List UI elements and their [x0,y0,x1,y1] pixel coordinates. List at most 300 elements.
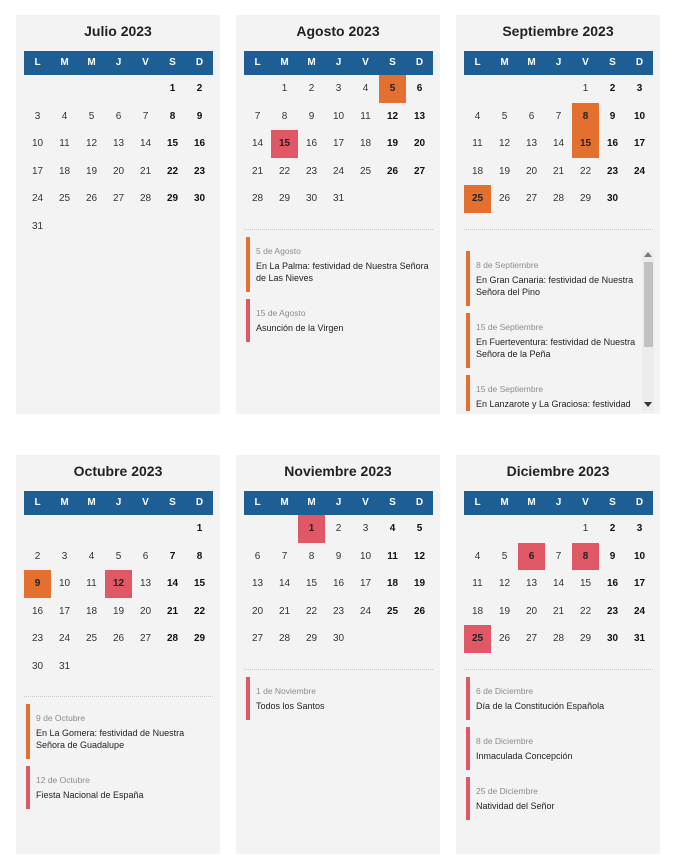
day-cell[interactable]: 9 [24,570,51,598]
weekday-header [24,51,213,75]
day-cell[interactable]: 17 [359,578,372,589]
day-cell[interactable]: 5 [501,110,508,122]
event-date: 12 de Octubre [36,775,90,785]
day-cell[interactable]: 10 [359,550,372,562]
weekday-label: M [60,57,69,68]
event-color-bar [466,677,470,720]
day-cell[interactable]: 11 [360,110,371,122]
day-cell[interactable]: 12 [413,550,426,562]
day-cell[interactable]: 27 [112,193,125,204]
event-item[interactable] [466,375,638,411]
week-row [244,625,433,653]
day-cell[interactable]: 29 [166,193,179,204]
day-cell[interactable]: 7 [555,550,562,562]
day-cell[interactable]: 23 [193,165,206,177]
day-cell[interactable]: 8 [169,110,176,122]
day-cell[interactable]: 11 [86,578,97,589]
day-cell[interactable]: 21 [139,165,152,177]
day-cell[interactable]: 24 [332,165,345,177]
day-cell[interactable]: 28 [552,633,565,644]
day-cell[interactable]: 4 [61,110,68,122]
day-cell[interactable]: 8 [196,550,203,562]
day-cell[interactable]: 16 [606,138,619,149]
day-cell[interactable]: 20 [139,605,152,617]
scroll-up-arrow-icon[interactable] [644,252,652,257]
day-cell[interactable]: 7 [169,550,176,562]
day-cell[interactable]: 30 [305,193,318,204]
week-row [464,130,653,158]
day-cell [78,653,105,681]
day-cell [244,75,271,103]
event-title: Día de la Constitución Española [476,701,605,711]
weekday-label: M [87,57,96,68]
day-cell[interactable]: 14 [166,578,179,589]
day-cell[interactable]: 19 [112,605,125,617]
day-cell[interactable]: 30 [31,660,44,672]
day-grid [24,75,213,240]
day-cell[interactable]: 28 [166,633,179,644]
day-cell[interactable]: 19 [413,578,426,589]
event-title: En Gran Canaria: festividad de Nuestra Señora del Pino [476,275,634,297]
event-title: Fiesta Nacional de España [36,790,144,800]
event-item[interactable] [466,677,651,720]
day-cell[interactable]: 14 [139,138,152,149]
day-cell[interactable]: 8 [308,550,315,562]
day-cell [518,515,545,543]
day-cell [51,75,78,103]
month-panel [236,455,440,854]
day-cell[interactable]: 20 [525,605,538,617]
day-cell[interactable]: 2 [335,523,342,534]
weekday-label: M [60,497,69,508]
day-cell[interactable]: 10 [633,110,646,122]
day-cell[interactable]: 1 [582,523,589,534]
day-cell[interactable]: 1 [298,515,325,543]
day-cell[interactable]: 8 [572,543,599,571]
day-cell[interactable]: 6 [528,110,535,122]
event-item[interactable] [466,313,638,368]
day-cell[interactable]: 12 [498,578,511,589]
events-separator [464,669,653,670]
day-cell[interactable]: 13 [525,578,538,589]
weekday-label: L [34,57,41,68]
day-cell[interactable]: 10 [633,550,646,562]
event-date: 5 de Agosto [256,246,301,256]
week-row [24,213,213,241]
event-title: En Fuerteventura: festividad de Nuestra Señora de la Peña [476,337,636,359]
day-cell[interactable]: 6 [142,550,149,562]
event-item[interactable] [246,237,431,292]
scrollbar-thumb[interactable] [644,262,653,347]
events-separator [244,229,433,230]
day-cell[interactable]: 27 [413,165,426,177]
week-row [24,515,213,543]
events-scroll-area[interactable] [466,251,654,411]
weekday-header [244,51,433,75]
day-cell[interactable]: 30 [193,193,206,204]
day-cell[interactable]: 16 [332,578,345,589]
day-cell[interactable]: 4 [88,550,95,562]
day-cell[interactable]: 13 [139,578,152,589]
day-cell[interactable]: 5 [88,110,95,122]
day-cell[interactable]: 22 [193,605,206,617]
event-item[interactable] [246,299,431,342]
day-cell[interactable]: 5 [501,550,508,562]
day-cell[interactable]: 27 [251,633,264,644]
day-cell[interactable]: 21 [552,165,565,177]
weekday-label: L [34,497,41,508]
day-cell[interactable]: 1 [281,83,288,94]
week-row [244,75,433,103]
events-list [246,237,431,349]
weekday-label: D [635,57,644,68]
week-row [244,598,433,626]
day-grid [244,515,433,653]
event-color-bar [466,727,470,770]
day-cell[interactable]: 27 [139,633,152,644]
day-cell[interactable]: 11 [472,138,483,149]
day-cell[interactable]: 17 [633,138,646,149]
day-cell[interactable]: 7 [254,110,261,122]
scroll-down-arrow-icon[interactable] [644,402,652,407]
day-cell[interactable]: 1 [196,523,203,534]
day-cell[interactable]: 17 [633,578,646,589]
weekday-label: D [635,497,644,508]
month-title: Octubre 2023 [73,463,163,479]
day-cell[interactable]: 25 [464,185,491,213]
week-row [244,185,433,213]
weekday-label: S [389,57,396,68]
event-color-bar [466,313,470,368]
day-cell[interactable]: 23 [305,165,318,177]
weekday-label: J [335,57,342,68]
day-cell[interactable]: 10 [58,578,71,589]
day-cell[interactable]: 19 [85,165,98,177]
day-cell[interactable]: 11 [387,550,398,562]
weekday-label: M [280,57,289,68]
day-cell [78,213,105,241]
month-title: Agosto 2023 [296,23,380,39]
day-cell[interactable]: 16 [606,578,619,589]
weekday-label: S [609,57,616,68]
day-cell[interactable]: 5 [416,523,423,534]
day-cell[interactable]: 21 [251,165,264,177]
day-cell[interactable]: 12 [85,138,98,149]
day-cell[interactable]: 12 [498,138,511,149]
day-cell[interactable]: 4 [474,550,481,562]
day-cell[interactable]: 30 [332,633,345,644]
day-cell[interactable]: 3 [636,523,643,534]
event-item[interactable] [466,777,651,820]
day-cell[interactable]: 26 [386,165,399,177]
day-cell[interactable]: 29 [305,633,318,644]
day-cell[interactable]: 7 [142,110,149,122]
day-cell[interactable]: 20 [413,138,426,149]
day-cell[interactable]: 13 [413,110,426,122]
day-cell[interactable]: 10 [31,138,44,149]
day-cell[interactable]: 17 [58,605,71,617]
day-cell[interactable]: 7 [555,110,562,122]
day-cell[interactable]: 15 [271,130,298,158]
week-row [464,185,653,213]
day-cell[interactable]: 2 [308,83,315,94]
day-cell[interactable]: 6 [254,550,261,562]
day-cell[interactable]: 18 [471,165,484,177]
day-cell[interactable]: 13 [251,578,264,589]
week-row [24,103,213,131]
day-cell[interactable]: 9 [196,110,203,122]
day-cell[interactable]: 19 [498,605,511,617]
day-cell[interactable]: 12 [386,110,399,122]
month-panel [236,15,440,414]
week-row [244,103,433,131]
day-cell[interactable]: 11 [472,578,483,589]
day-cell[interactable]: 25 [359,165,372,177]
day-cell[interactable]: 26 [112,633,125,644]
day-cell[interactable]: 27 [525,193,538,204]
week-row [464,543,653,571]
day-cell[interactable]: 23 [31,633,44,644]
day-cell[interactable]: 31 [332,193,345,204]
event-color-bar [246,299,250,342]
event-item[interactable] [466,251,638,306]
day-cell[interactable]: 6 [416,83,423,94]
day-cell [51,515,78,543]
day-grid [464,515,653,653]
month-title: Julio 2023 [84,23,152,39]
day-cell [186,213,213,241]
event-item[interactable] [466,727,651,770]
day-cell[interactable]: 3 [636,83,643,94]
day-cell[interactable]: 18 [85,605,98,617]
event-item[interactable] [26,704,211,759]
day-cell[interactable]: 18 [386,578,399,589]
event-item[interactable] [246,677,431,720]
day-cell[interactable]: 3 [61,550,68,562]
day-cell[interactable]: 12 [105,570,132,598]
day-cell[interactable]: 15 [305,578,318,589]
day-cell[interactable]: 16 [31,605,44,617]
day-cell[interactable]: 31 [58,660,71,672]
event-title: En Lanzarote y La Graciosa: festividad [476,399,631,409]
week-row [24,598,213,626]
day-cell[interactable]: 24 [31,193,44,204]
day-cell[interactable]: 9 [308,110,315,122]
day-cell[interactable]: 10 [332,110,345,122]
day-cell [132,213,159,241]
weekday-label: V [582,497,589,508]
scrollbar[interactable] [642,251,654,411]
day-cell[interactable]: 17 [332,138,345,149]
weekday-label: D [195,497,204,508]
day-cell[interactable]: 24 [633,165,646,177]
day-cell [464,515,491,543]
day-cell [626,185,653,213]
month-title: Noviembre 2023 [284,463,392,479]
week-row [24,75,213,103]
weekday-header [464,51,653,75]
day-cell[interactable]: 8 [572,103,599,131]
month-panel [456,455,660,854]
weekday-label: J [555,497,562,508]
day-cell[interactable]: 2 [609,83,616,94]
day-cell[interactable]: 3 [362,523,369,534]
weekday-label: J [335,497,342,508]
day-cell[interactable]: 4 [389,523,396,534]
day-cell[interactable]: 14 [552,138,565,149]
day-cell[interactable]: 24 [58,633,71,644]
day-cell[interactable]: 19 [498,165,511,177]
day-cell[interactable]: 30 [606,193,619,204]
day-cell [105,213,132,241]
day-cell[interactable]: 6 [115,110,122,122]
day-cell [352,625,379,653]
day-cell[interactable]: 1 [169,83,176,94]
day-cell[interactable]: 26 [413,605,426,617]
weekday-label: M [307,57,316,68]
day-cell[interactable]: 26 [498,193,511,204]
day-cell [186,653,213,681]
week-row [244,515,433,543]
day-cell[interactable]: 25 [386,605,399,617]
day-cell[interactable]: 26 [85,193,98,204]
day-cell[interactable]: 28 [278,633,291,644]
day-cell[interactable]: 8 [281,110,288,122]
day-cell[interactable]: 28 [139,193,152,204]
month-panel [16,15,220,414]
week-row [244,158,433,186]
day-cell[interactable]: 16 [305,138,318,149]
day-cell[interactable]: 21 [552,605,565,617]
day-cell [105,653,132,681]
day-cell[interactable]: 28 [552,193,565,204]
day-cell[interactable]: 15 [166,138,179,149]
weekday-label: V [362,57,369,68]
day-cell[interactable]: 31 [31,220,44,232]
month-panel [456,15,660,414]
day-cell[interactable]: 5 [379,75,406,103]
day-cell[interactable]: 21 [278,605,291,617]
day-cell[interactable]: 23 [606,165,619,177]
day-cell[interactable]: 9 [335,550,342,562]
day-cell[interactable]: 4 [362,83,369,94]
day-cell[interactable]: 11 [59,138,70,149]
day-cell[interactable]: 20 [112,165,125,177]
day-cell [24,75,51,103]
day-cell[interactable]: 18 [58,165,71,177]
day-cell [78,515,105,543]
day-cell[interactable]: 20 [251,605,264,617]
day-cell[interactable]: 25 [464,625,491,653]
event-color-bar [466,375,470,411]
day-cell[interactable]: 3 [34,110,41,122]
event-color-bar [246,677,250,720]
day-cell[interactable]: 19 [386,138,399,149]
week-row [464,570,653,598]
day-cell [491,75,518,103]
day-cell[interactable]: 1 [582,83,589,94]
day-cell[interactable]: 25 [85,633,98,644]
day-cell[interactable]: 5 [115,550,122,562]
day-cell[interactable]: 25 [58,193,71,204]
day-cell[interactable]: 23 [332,605,345,617]
day-cell[interactable]: 24 [359,605,372,617]
day-cell[interactable]: 16 [193,138,206,149]
day-cell[interactable]: 14 [251,138,264,149]
day-cell[interactable]: 15 [579,578,592,589]
day-cell [132,515,159,543]
day-cell[interactable]: 9 [609,550,616,562]
weekday-label: J [115,497,122,508]
week-row [464,598,653,626]
day-cell[interactable]: 18 [471,605,484,617]
day-cell[interactable]: 7 [281,550,288,562]
week-row [464,515,653,543]
weekday-label: M [87,497,96,508]
event-item[interactable] [26,766,211,809]
week-row [24,570,213,598]
day-cell[interactable]: 22 [278,165,291,177]
day-cell[interactable]: 22 [166,165,179,177]
day-cell[interactable]: 29 [579,193,592,204]
events-list [246,677,431,727]
day-cell[interactable]: 22 [579,165,592,177]
day-cell[interactable]: 29 [278,193,291,204]
day-cell[interactable]: 20 [525,165,538,177]
day-cell[interactable]: 21 [166,605,179,617]
day-cell[interactable]: 2 [609,523,616,534]
weekday-label: V [142,497,149,508]
day-cell[interactable]: 14 [278,578,291,589]
day-cell[interactable]: 29 [579,633,592,644]
day-cell[interactable]: 13 [112,138,125,149]
day-cell [105,515,132,543]
day-cell[interactable]: 2 [34,550,41,562]
day-cell[interactable]: 3 [335,83,342,94]
day-cell[interactable]: 31 [633,633,646,644]
day-cell [78,75,105,103]
day-grid [464,75,653,213]
day-cell[interactable]: 28 [251,193,264,204]
day-cell[interactable]: 22 [579,605,592,617]
day-cell[interactable]: 23 [606,605,619,617]
day-cell [491,515,518,543]
day-cell [464,75,491,103]
day-cell[interactable]: 2 [196,83,203,94]
day-cell[interactable]: 4 [474,110,481,122]
events-list [26,704,211,816]
day-cell[interactable]: 17 [31,165,44,177]
day-cell[interactable]: 22 [305,605,318,617]
day-cell[interactable]: 18 [359,138,372,149]
event-date: 25 de Diciembre [476,786,538,796]
week-row [24,158,213,186]
month-panel [16,455,220,854]
day-cell[interactable]: 14 [552,578,565,589]
day-cell[interactable]: 26 [498,633,511,644]
day-cell[interactable]: 9 [609,110,616,122]
day-cell[interactable]: 29 [193,633,206,644]
day-cell[interactable]: 13 [525,138,538,149]
day-cell[interactable]: 15 [193,578,206,589]
day-cell[interactable]: 30 [606,633,619,644]
day-cell[interactable]: 15 [572,130,599,158]
day-cell[interactable]: 6 [518,543,545,571]
day-cell [159,653,186,681]
day-cell[interactable]: 27 [525,633,538,644]
event-title: En La Palma: festividad de Nuestra Señora de Las Nieves [256,261,429,283]
day-cell[interactable]: 24 [633,605,646,617]
